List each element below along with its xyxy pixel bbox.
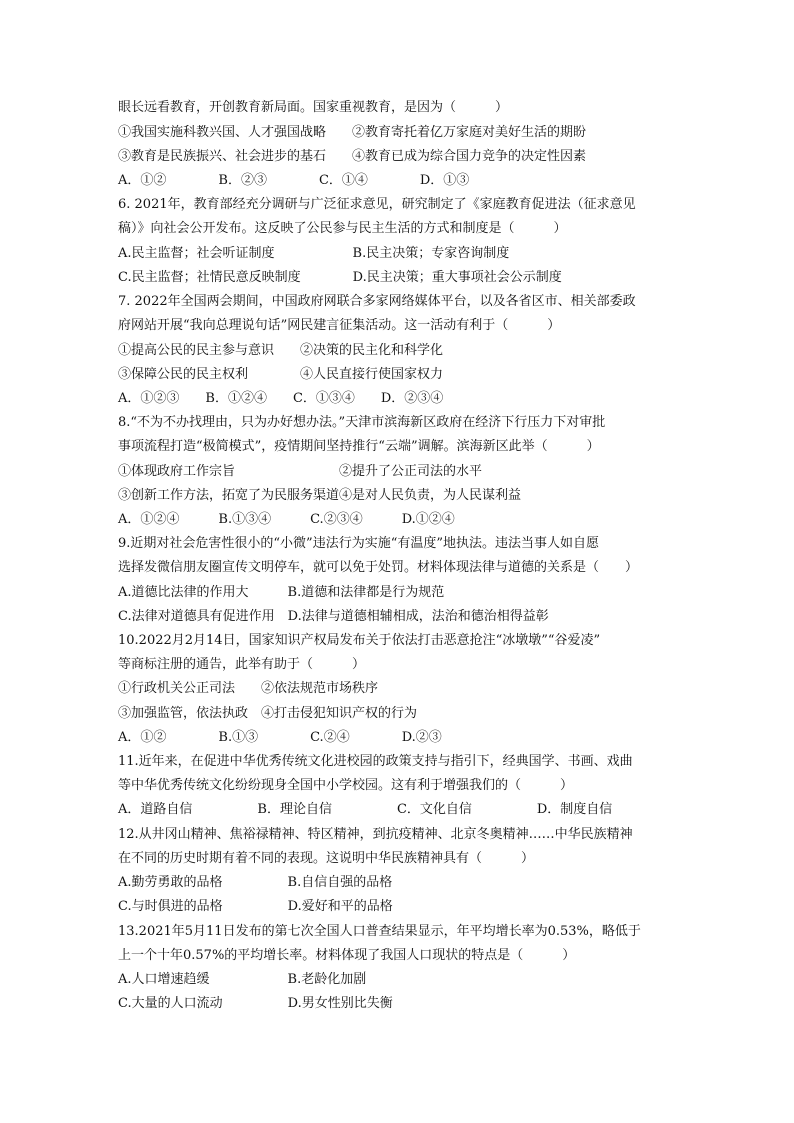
q5-statements-3-4: ③教育是民族振兴、社会进步的基石 ④教育已成为综合国力竞争的决定性因素 bbox=[118, 149, 587, 164]
q8-statements-3-4: ③创新工作方法，拓宽了为民服务渠道④是对人民负责，为人民谋利益 bbox=[118, 488, 522, 503]
q6-options-ab: A.民主监督；社会听证制度 B.民主决策；专家咨询制度 bbox=[118, 246, 510, 261]
q7-statements-1-2: ①提高公民的民主参与意识 ②决策的民主化和科学化 bbox=[118, 343, 444, 358]
question-13-stem: 13.2021年5月11日发布的第七次全国人口普查结果显示，年平均增长率为0.53%，略低于 bbox=[118, 924, 641, 939]
q5-statements-1-2: ①我国实施科教兴国、人才强国战略 ②教育寄托着亿万家庭对美好生活的期盼 bbox=[118, 125, 587, 140]
q9-options-cd: C.法律对道德具有促进作用 D.法律与道德相辅相成，法治和德治相得益彰 bbox=[118, 609, 549, 624]
q12-options-ab: A.勤劳勇敢的品格 B.自信自强的品格 bbox=[118, 875, 393, 890]
q8-options: A．①②④ B.①③④ C.②③④ D.①②④ bbox=[118, 512, 455, 527]
question-8-stem-cont: 事项流程打造“极简模式”，疫情期间坚持推行“云端”调解。滨海新区此举（ ） bbox=[118, 439, 600, 454]
question-6-stem-cont: 稿）》向社会公开发布。这反映了公民参与民主生活的方式和制度是（ ） bbox=[118, 221, 567, 236]
q10-statements-1-2: ①行政机关公正司法 ②依法规范市场秩序 bbox=[118, 681, 379, 696]
question-10-stem-cont: 等商标注册的通告，此举有助于（ ） bbox=[118, 657, 366, 672]
question-11-stem: 11.近年来，在促进中华优秀传统文化进校园的政策支持与指引下，经典国学、书画、戏曲 bbox=[118, 754, 633, 769]
question-7-stem: 7. 2022年全国两会期间，中国政府网联合多家网络媒体平台，以及各省区市、相关部委政 bbox=[118, 294, 636, 309]
question-12-stem: 12.从井冈山精神、焦裕禄精神、特区精神，到抗疫精神、北京冬奥精神……中华民族精神 bbox=[118, 827, 633, 842]
question-7-stem-cont: 府网站开展“我向总理说句话”网民建言征集活动。这一活动有利于（ ） bbox=[118, 318, 561, 333]
q6-options-cd: C.民主监督；社情民意反映制度 D.民主决策；重大事项社会公示制度 bbox=[118, 270, 562, 285]
question-13-stem-cont: 上一个十年0.57%的平均增长率。材料体现了我国人口现状的特点是（ ） bbox=[118, 948, 576, 963]
question-6-stem: 6. 2021年，教育部经充分调研与广泛征求意见，研究制定了《家庭教育促进法（征求意见 bbox=[118, 197, 636, 212]
question-9-stem-cont: 选择发微信朋友圈宣传文明停车，就可以免于处罚。材料体现法律与道德的关系是（ ） bbox=[118, 560, 639, 575]
q7-options: A．①②③ B．①②④ C．①③④ D．②③④ bbox=[118, 391, 444, 406]
q5-options: A．①② B．②③ C．①④ D．①③ bbox=[118, 173, 470, 188]
question-11-stem-cont: 等中华优秀传统文化纷纷现身全国中小学校园。这有利于增强我们的（ ） bbox=[118, 778, 574, 793]
q13-options-cd: C.大量的人口流动 D.男女性别比失衡 bbox=[118, 996, 393, 1011]
q13-options-ab: A.人口增速趋缓 B.老龄化加剧 bbox=[118, 972, 367, 987]
question-12-stem-cont: 在不同的历史时期有着不同的表现。这说明中华民族精神具有（ ） bbox=[118, 851, 535, 866]
question-5-stem-end: 眼长远看教育，开创教育新局面。国家重视教育，是因为（ ） bbox=[118, 100, 509, 115]
q7-statements-3-4: ③保障公民的民主权利 ④人民直接行使国家权力 bbox=[118, 367, 444, 382]
q12-options-cd: C.与时俱进的品格 D.爱好和平的品格 bbox=[118, 899, 393, 914]
question-8-stem: 8.“不为不办找理由，只为办好想办法。”天津市滨海新区政府在经济下行压力下对审批 bbox=[118, 415, 606, 430]
q11-options: A．道路自信 B．理论自信 C．文化自信 D．制度自信 bbox=[118, 802, 613, 817]
q9-options-ab: A.道德比法律的作用大 B.道德和法律都是行为规范 bbox=[118, 585, 445, 600]
q8-statements-1-2: ①体现政府工作宗旨 ②提升了公正司法的水平 bbox=[118, 464, 483, 479]
q10-statements-3-4: ③加强监管，依法执政 ④打击侵犯知识产权的行为 bbox=[118, 706, 418, 721]
question-10-stem: 10.2022月2月14日，国家知识产权局发布关于依法打击恶意抢注“冰墩墩”“谷爱凌” bbox=[118, 633, 601, 648]
question-9-stem: 9.近期对社会危害性很小的“小微”违法行为实施“有温度”地执法。违法当事人如自愿 bbox=[118, 536, 599, 551]
q10-options: A．①② B.①③ C.②④ D.②③ bbox=[118, 730, 442, 745]
